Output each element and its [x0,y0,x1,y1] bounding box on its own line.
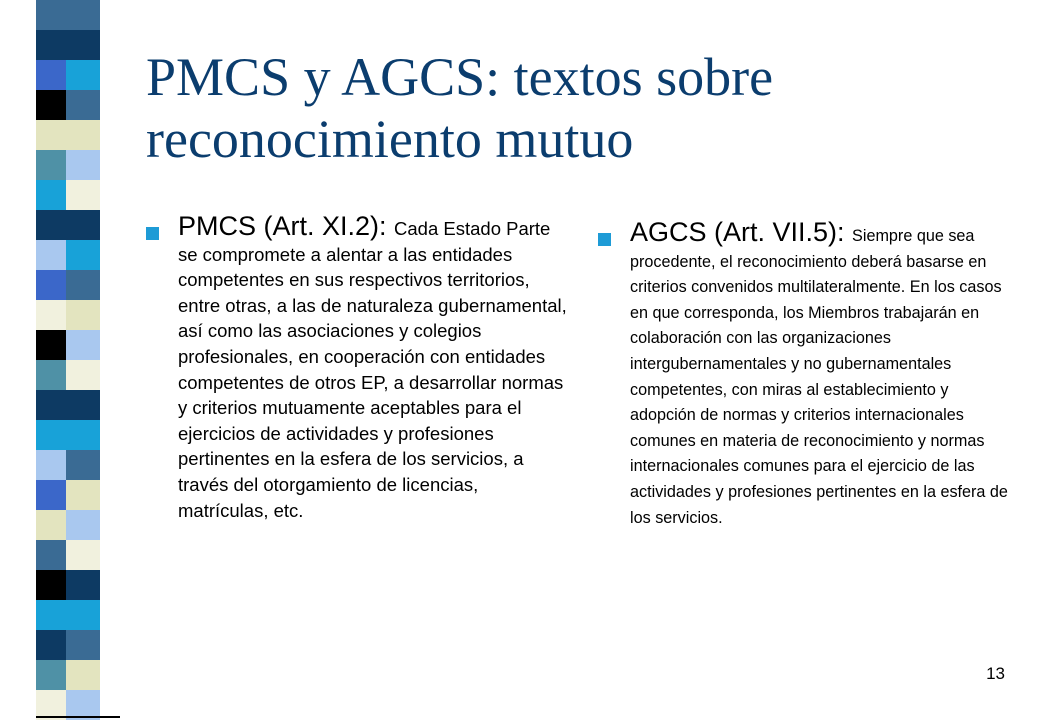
stripe-block [36,360,66,390]
stripe-block [66,540,100,570]
stripe-block [66,510,100,540]
stripe-block [36,420,66,450]
stripe-block [66,360,100,390]
stripe-block [66,660,100,690]
stripe-block [36,60,66,90]
stripe-block [36,570,66,600]
stripe-block [36,600,66,630]
stripe-block [36,90,66,120]
left-column-text [178,211,568,523]
decorative-stripe [0,0,120,720]
stripe-block [36,330,66,360]
stripe-block [36,450,66,480]
right-column-text [630,217,1015,531]
right-lead-label: AGCS (Art. VII.5): [630,217,853,247]
stripe-block [66,420,100,450]
stripe-block [66,630,100,660]
stripe-baseline [36,716,120,718]
stripe-block [66,600,100,630]
bullet-icon [598,233,611,246]
stripe-block [36,180,66,210]
stripe-block [36,120,66,150]
stripe-block [66,120,100,150]
right-body-text: Siempre que sea procedente, el reconocimiento deberá basarse en criterios convenidos multilateralmente. En los casos en que corresponda, los Miembros trabajarán en colaboración con las organizaciones intergubernamentales y no gubernamentales competentes, con miras al establecimiento y adopción de normas y criterios internacionales comunes en materia de reconocimiento y normas internacionales comunes para el ejercicio de las actividades y profesiones pertinentes en la esfera de los servicios. [630,227,1008,527]
left-lead-label: PMCS (Art. XI.2): [178,211,395,241]
stripe-block [36,210,66,240]
stripe-block [36,540,66,570]
stripe-block [66,240,100,270]
stripe-block [66,570,100,600]
stripe-block [36,0,66,30]
left-body-text: Cada Estado Parte se compromete a alentar a las entidades competentes en sus respectivos territorios, entre otras, a las de naturaleza gubernamental, así como las asociaciones y colegios profesionales, en cooperación con entidades competentes de otros EP, a desarrollar normas y criterios mutuamente aceptables para el ejercicios de actividades y profesiones pertinentes en la esfera de los servicios, a través del otorgamiento de licencias, matrículas, etc. [178,218,567,521]
bullet-icon [146,227,159,240]
stripe-block [66,210,100,240]
stripe-block [66,150,100,180]
stripe-block [36,510,66,540]
stripe-block [36,150,66,180]
stripe-block [66,270,100,300]
stripe-block [66,90,100,120]
stripe-block [66,0,100,30]
stripe-block [36,390,66,420]
stripe-block [66,390,100,420]
stripe-block [36,270,66,300]
slide-title: PMCS y AGCS: textos sobre reconocimiento mutuo [146,47,774,169]
stripe-block [36,480,66,510]
stripe-block [66,480,100,510]
stripe-block [36,30,66,60]
stripe-block [66,450,100,480]
page-number: 13 [986,664,1005,683]
stripe-block [36,240,66,270]
stripe-block [36,660,66,690]
stripe-block [66,30,100,60]
stripe-block [36,630,66,660]
stripe-block [36,300,66,330]
stripe-block [66,180,100,210]
stripe-block [36,690,66,720]
stripe-block [66,60,100,90]
stripe-block [66,330,100,360]
stripe-block [66,300,100,330]
stripe-block [66,690,100,720]
